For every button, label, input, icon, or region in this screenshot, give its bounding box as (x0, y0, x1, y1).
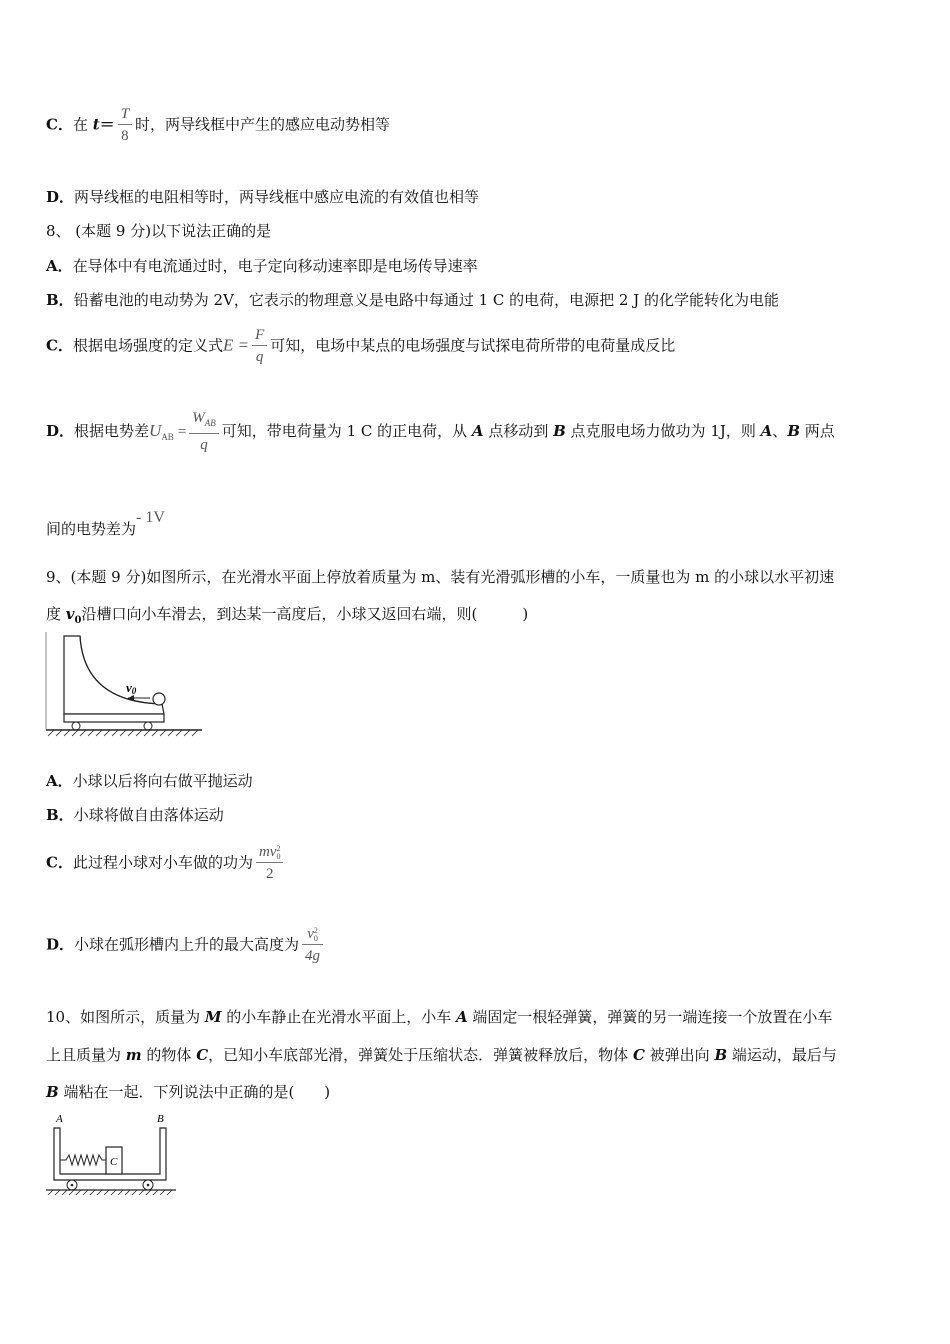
fraction-t-over-8 (118, 104, 132, 147)
option-letter: B． (46, 806, 74, 824)
cart-body (64, 636, 164, 714)
stem-text: 端运动，最后与 (727, 1046, 837, 1064)
point-b: B (714, 1046, 728, 1064)
option-text: 在导体中有电流通过时，电子定向移动速率即是电场传导速率 (72, 257, 478, 275)
option-text: 时，两导线框中产生的感应电动势相等 (135, 115, 391, 134)
option-letter: C． (46, 336, 73, 355)
q8-option-d (46, 408, 835, 456)
label-c: C (110, 1156, 118, 1168)
equals: ＝ (99, 115, 115, 134)
stem-text: ，已知小车底部光滑，弹簧处于压缩状态．弹簧被释放后，物体 (208, 1046, 633, 1064)
stem-text: 上且质量为 (46, 1046, 126, 1064)
frac-num: v (307, 926, 314, 942)
option-text: 小球在弧形槽内上升的最大高度为 (74, 935, 300, 954)
formula-lhs: U (149, 421, 162, 440)
option-letter: C． (46, 115, 73, 134)
fraction-f-over-q (252, 325, 267, 368)
option-letter: D． (46, 188, 75, 206)
q7-option-d (46, 186, 479, 207)
spring (60, 1155, 106, 1165)
option-letter: B． (46, 291, 74, 309)
frac-den: q (200, 437, 208, 453)
equals: = (177, 424, 187, 440)
point-a: A (456, 1008, 468, 1026)
formula-sub: AB (161, 432, 174, 442)
fraction-work (256, 842, 284, 885)
frac-num: F (252, 325, 267, 346)
frac-den: q (255, 349, 264, 365)
stem-text: 度 (46, 605, 66, 623)
q10-cart-figure (44, 1110, 184, 1196)
frac-den: 8 (121, 128, 129, 144)
frac-sub: 0 (313, 933, 318, 943)
q8-option-b (46, 289, 779, 310)
option-text: 点移动到 (483, 422, 554, 440)
ground-hatch (48, 730, 198, 736)
option-text: 点克服电场力做功为 1J，则 (565, 422, 761, 440)
point-a: A (760, 422, 773, 440)
option-text: 两点 (800, 422, 835, 440)
option-letter: D． (46, 935, 75, 954)
ground-hatch (48, 1190, 172, 1195)
var-m: m (125, 1046, 142, 1064)
stem-text: 被弹出向 (644, 1046, 715, 1064)
point-a: A (471, 422, 484, 440)
option-text: 两导线框的电阻相等时，两导线框中感应电流的有效值也相等 (74, 188, 480, 206)
point-b: B (46, 1083, 59, 1101)
option-text: 根据电势差 (74, 422, 150, 440)
point-c: C (196, 1046, 209, 1064)
option-text: 铅蓄电池的电动势为 2V，它表示的物理意义是电路中每通过 1 C 的电荷，电源把 2 J 的化学能转化为电能 (73, 291, 780, 309)
q7-option-c (46, 104, 390, 147)
frac-sup: 2 (313, 925, 318, 935)
var-m-upper: M (204, 1008, 222, 1026)
frac-num: mv (258, 844, 277, 860)
cart-base (64, 714, 164, 722)
stem-text: 10、如图所示，质量为 (46, 1008, 205, 1026)
option-letter: A． (46, 772, 73, 790)
stem-text: 的小车静止在光滑水平面上，小车 (221, 1008, 457, 1026)
q8-stem: 8、 (本题 9 分)以下说法正确的是 (46, 222, 272, 240)
option-text: 小球以后将向右做平抛运动 (72, 772, 253, 790)
option-letter: D． (46, 422, 75, 440)
frac-den: 2 (265, 866, 274, 882)
q10-stem-line1 (46, 1006, 832, 1027)
label-b: B (157, 1113, 164, 1125)
q9-stem-line2 (46, 603, 528, 626)
wheel-hub (71, 1184, 74, 1187)
q8-option-d-line2 (46, 508, 165, 538)
frac-sup: 2 (276, 843, 281, 853)
option-text: 可知，电场中某点的电场强度与试探电荷所带的电荷量成反比 (270, 336, 676, 355)
wheel-right (144, 722, 152, 730)
ball (153, 693, 165, 705)
option-letter: C． (46, 853, 73, 872)
wheel-left (72, 722, 80, 730)
var-sub: 0 (74, 615, 82, 626)
option-text: 此过程小球对小车做的功为 (72, 853, 253, 872)
option-text: 根据电场强度的定义式 (72, 336, 223, 355)
formula-lhs: E = (222, 335, 250, 355)
q9-option-c (46, 842, 286, 885)
frac-num: W (192, 410, 205, 426)
label-a: A (56, 1113, 63, 1125)
q9-option-b (46, 804, 224, 825)
q8-option-a (46, 255, 478, 276)
stem-text: 端粘在一起．下列说法中正确的是( ) (58, 1083, 331, 1101)
stem-text: 沿槽口向小车滑去，到达某一高度后，小球又返回右端，则( ) (81, 605, 529, 623)
q9-stem-line1: 9、(本题 9 分)如图所示，在光滑水平面上停放着质量为 m、装有光滑弧形槽的小车，一质量也为 m 的小球以水平初速 (46, 568, 835, 586)
point-b: B (787, 422, 800, 440)
frac-sub: 0 (276, 851, 281, 861)
stem-text: 的物体 (141, 1046, 197, 1064)
frac-num: T (118, 104, 132, 125)
q8-option-c (46, 325, 675, 368)
frac-den: 4g (305, 948, 321, 964)
stem-text: 端固定一根轻弹簧，弹簧的另一端连接一个放置在小车 (467, 1008, 833, 1026)
separator: 、 (772, 422, 788, 440)
point-b: B (553, 422, 566, 440)
fraction-height (302, 924, 323, 967)
wheel-hub (147, 1184, 150, 1187)
frac-num-sub: AB (204, 418, 216, 428)
potential-value: - 1V (136, 509, 165, 526)
option-text: 间的电势差为 (46, 520, 137, 538)
q10-stem-line3 (46, 1081, 330, 1102)
q9-cart-figure (44, 632, 209, 742)
q10-stem-line2 (46, 1044, 837, 1065)
q9-option-d (46, 924, 326, 967)
point-c: C (632, 1046, 645, 1064)
velocity-label: v0 (126, 680, 137, 696)
var-t: t (92, 115, 100, 134)
q9-option-a (46, 770, 253, 791)
var-v: v (65, 605, 75, 623)
option-text: 在 (72, 115, 93, 134)
option-text: 可知，带电荷量为 1 C 的正电荷，从 (221, 422, 472, 440)
fraction-w-over-q (189, 408, 219, 456)
option-text: 小球将做自由落体运动 (73, 806, 224, 824)
option-letter: A． (46, 257, 73, 275)
